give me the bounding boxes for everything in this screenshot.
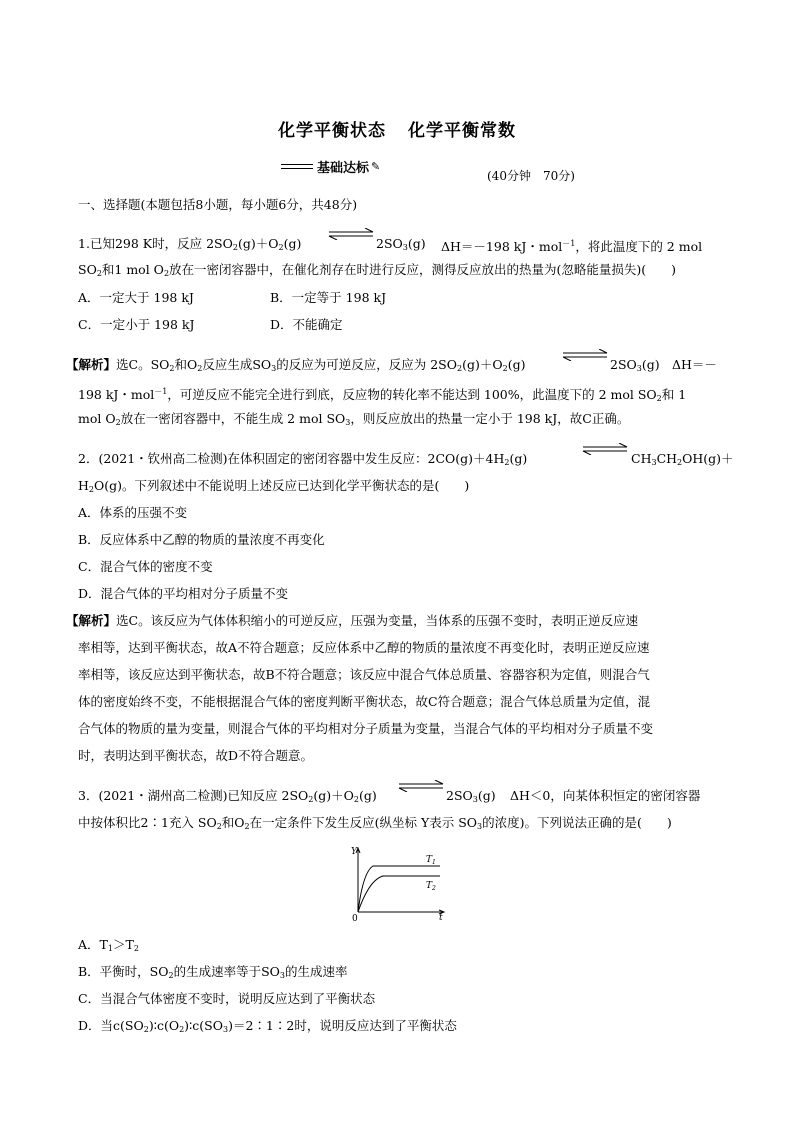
- q2-analysis-line4: 体的密度始终不变，不能根据混合气体的密度判断平衡状态，故C符合题意；混合气体总质量为定值，混: [78, 694, 651, 709]
- q2-analysis-line1: 【解析】选C。该反应为气体体积缩小的可逆反应，压强为变量，当体系的压强不变时，表明正逆反应速: [66, 613, 639, 628]
- section-label: 基础达标: [317, 161, 370, 176]
- q1-analysis-line2: 198 kJ・mol$^{-1}$，可逆反应不能完全进行到底，反应物的转化率不能达到 100%，此温度下的 2 mol $SO_2$和 1: [78, 387, 687, 403]
- q3-line2: 中按体积比2∶1充入 $SO_2$和$O_2$在一定条件下发生反应(纵坐标 Y表示 $SO_3$的浓度)。下列说法正确的是( ): [78, 815, 672, 831]
- x-axis-label: t: [439, 913, 443, 922]
- equilibrium-arrow-icon: [328, 228, 374, 240]
- q1-line2: $SO_2$和1 mol $O_2$放在一密闭容器中，在催化剂存在时进行反应，测得反应放出的热量为(忽略能量损失)( ): [78, 262, 677, 278]
- q2-analysis-line2: 率相等，达到平衡状态，故A不符合题意；反应体系中乙醇的物质的量浓度不再变化时，表明正逆反应速: [78, 640, 650, 655]
- q1-analysis-line1: 【解析】选C。$SO_2$和$O_2$反应生成$SO_3$的反应为可逆反应，反应为 $2SO_2(g)+O_2(g)$: [66, 357, 526, 373]
- q1-analysis-product: $2SO_3(g)$: [610, 357, 660, 373]
- q2-analysis-line3: 率相等，该反应达到平衡状态，故B不符合题意；该反应中混合气体总质量、容器容积为定值，则混合气: [78, 667, 650, 682]
- q3-option-c[interactable]: C．当混合气体密度不变时，说明反应达到了平衡状态: [78, 991, 376, 1006]
- q2-option-d[interactable]: D．混合气体的平均相对分子质量不变: [78, 586, 289, 601]
- q2-option-c[interactable]: C．混合气体的密度不变: [78, 559, 213, 574]
- q2-analysis-line6: 时，表明达到平衡状态，故D不符合题意。: [78, 748, 314, 763]
- equilibrium-arrow-icon: [398, 780, 444, 792]
- q1-line1: 1.已知298 K时，反应 $2SO_2(g)+O_2(g)$: [78, 236, 302, 252]
- y-axis-label: Y: [351, 847, 357, 857]
- analysis-tag: 【解析】: [66, 357, 117, 372]
- q3-option-b[interactable]: B．平衡时，$SO_2$的生成速率等于$SO_3$的生成速率: [78, 964, 348, 980]
- q2-line1: 2．(2021・钦州高二检测)在体积固定的密闭容器中发生反应：$2CO(g)+4H_2(g)$: [78, 451, 528, 467]
- q2-line2: $H_2O(g)$。下列叙述中不能说明上述反应已达到化学平衡状态的是( ): [78, 478, 470, 494]
- pencil-icon: ✎: [371, 160, 381, 173]
- part-heading: 一、选择题(本题包括8小题，每小题6分，共48分): [78, 197, 358, 212]
- curve-t2-label: $T_2$: [426, 881, 436, 892]
- q1-option-b[interactable]: B．一定等于 198 kJ: [270, 290, 387, 305]
- q1-option-d[interactable]: D．不能确定: [270, 317, 343, 332]
- q3-line1: 3．(2021・湖州高二检测)已知反应 $2SO_2(g)+O_2(g)$: [78, 788, 377, 804]
- q1-analysis-enthalpy: ΔH＝－: [672, 357, 717, 372]
- double-rule: [281, 164, 313, 169]
- equilibrium-arrow-icon: [562, 349, 608, 361]
- section-header: [281, 157, 380, 176]
- q3-product: $2SO_3(g)$: [446, 788, 496, 804]
- q3-enthalpy: ΔH＜0，向某体积恒定的密闭容器: [510, 788, 701, 803]
- origin-label: 0: [352, 914, 358, 922]
- q2-analysis-line5: 合气体的物质的量为变量，则混合气体的平均相对分子质量为变量，当混合气体的平均相对分子质量不变: [78, 721, 654, 736]
- curve-t1-label: $T_1$: [426, 855, 436, 866]
- q2-option-a[interactable]: A．体系的压强不变: [78, 505, 188, 520]
- q2-product: $CH_3CH_2OH(g)+$: [631, 451, 734, 467]
- q1-option-a[interactable]: A．一定大于 198 kJ: [78, 290, 194, 305]
- time-note: (40分钟 70分): [487, 169, 575, 183]
- q1-product: $2SO_3(g)$: [376, 236, 426, 252]
- q2-option-b[interactable]: B．反应体系中乙醇的物质的量浓度不再变化: [78, 532, 325, 547]
- page-title: 化学平衡状态 化学平衡常数: [278, 121, 516, 141]
- q1-analysis-line3: mol $O_2$放在一密闭容器中，不能生成 2 mol $SO_3$，则反应放出的热量一定小于 198 kJ，故C正确。: [78, 411, 630, 427]
- equilibrium-arrow-icon: [582, 443, 628, 455]
- q1-enthalpy: ΔH＝－198 kJ・mol$^{-1}$，将此温度下的 2 mol: [441, 239, 703, 254]
- q1-option-c[interactable]: C．一定小于 198 kJ: [78, 317, 195, 332]
- q3-option-a[interactable]: A．$T_1>T_2$: [78, 937, 139, 953]
- q3-option-d[interactable]: D．当$c(SO_2)∶c(O_2)∶c(SO_3)=2∶1∶2$时，说明反应达到了平衡状态: [78, 1018, 457, 1034]
- concentration-time-graph: [345, 842, 450, 922]
- analysis-tag: 【解析】: [66, 613, 117, 628]
